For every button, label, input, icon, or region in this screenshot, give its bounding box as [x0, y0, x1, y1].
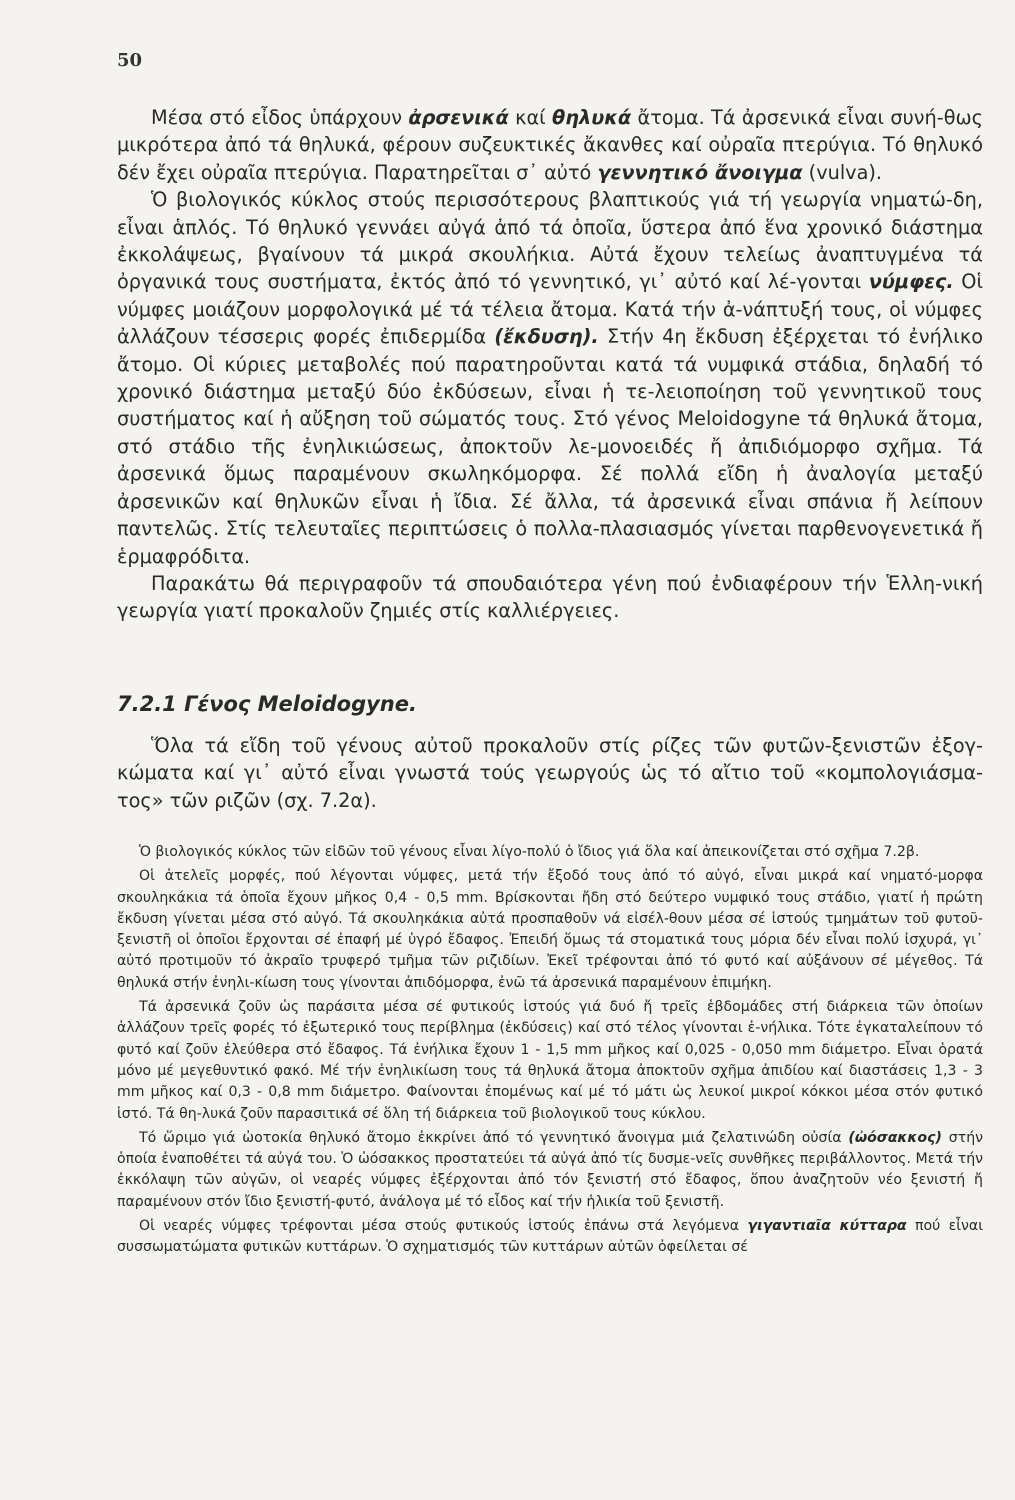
term-molting: (ἔκδυση). — [494, 325, 599, 349]
paragraph-males: Τά ἀρσενικά ζοῦν ὡς παράσιτα μέσα σέ φυτικούς ἱστούς γιά δυό ἤ τρεῖς ἑβδομάδες στή διάρκεια τῶν ὁποίων ἀλλάζουν τρεῖς φορές τό ἐξωτερικό τους περίβλημα (ἐκδύσεις) καί στό τέλος γίνονται ἐ-νήλικα. Τότε ἐγκαταλείπουν τό φυτό καί ζοῦν ἐλεύθερα στό ἔδαφος. Τά ἐνήλικα ἔχουν 1 - 1,5 mm μῆκος καί 0,025 - 0,050 mm διάμετρο. Εἶναι ὁρατά μόνο μέ μεγεθυντικό φακό. Μέ τήν ἐνηλικίωση τους τά θηλυκά ἄτομα ἀποκτοῦν σχῆμα ἀπιδίου καί διαστάσεις 1,3 - 3 mm μῆκος καί 0,3 - 0,8 mm διάμετρο. Φαίνονται ἐπομένως καί μέ τό μάτι ὡς λευκοί μικροί κόκκοι μέσα στόν φυτικό ἱστό. Τά θη-λυκά ζοῦν παρασιτικά σέ ὅλη τή διάρκεια τοῦ βιολογικοῦ τους κύκλου. — [117, 999, 983, 1122]
text: Ὁ βιολογικός κύκλος στούς περισσότερους βλαπτικούς γιά τή γεωργία νηματώ-δη, εἶναι ἁπλός. Τό θηλυκό γεννάει αὐγά ἀπό τά ὁποῖα, ὕστερα ἀπό ἕνα χρονικό διάστημα ἐκκολάψεως, βγαίνουν τά μικρά σκουλήκια. Αὐτά ἔχουν τελείως ἀναπτυγμένα τά ὀργανικά τους συστήματα, ἐκτός ἀπό τό γεννητικό, γι᾽ αὐτό καί λέ-γονται — [117, 188, 983, 294]
section-heading: 7.2.1 Γένος Meloidogyne. — [117, 692, 417, 716]
text: Οἱ νύμφες μοιάζουν μορφολογικά μέ τά τέλεια ἄτομα. Κατά τήν ἀ-νάπτυξή τους, οἱ νύμφες ἀλλάζουν τέσσερις φορές ἐπιδερμίδα — [117, 270, 983, 349]
text: Οἱ νεαρές νύμφες τρέφονται μέσα στούς φυτικούς ἱστούς ἐπάνω στά λεγόμενα — [139, 1218, 748, 1235]
paragraph-juveniles: Οἱ ἀτελεῖς μορφές, πού λέγονται νύμφες, μετά τήν ἔξοδό τους ἀπό τό αὐγό, εἶναι μικρά καί νηματό-μορφα σκουληκάκια τά ὁποῖα ἔχουν μῆκος 0,4 - 0,5 mm. Βρίσκονται ἤδη στό δεύτερο νυμφικό τους στάδιο, γιατί ἡ πρώτη ἔκδυση γίνεται μέσα στό αὐγό. Τά σκουληκάκια αὐτά προσπαθοῦν νά εἰσέλ-θουν μέσα σέ ἱστούς τμημάτων τοῦ φυτοῦ-ξενιστῆ οἱ ὁποῖοι ἔρχονται σέ ἐπαφή μέ ὑγρό ἔδαφος. Ἐπειδή ὅμως τά στοματικά τους μόρια δέν εἶναι πολύ ἰσχυρά, γι᾽ αὐτό προτιμοῦν τό ἀκραῖο τρυφερό τμῆμα τῶν ριζιδίων. Ἐκεῖ τρέφονται ἀπό τό φυτό καί αὐξάνουν σέ μέγεθος. Τά θηλυκά στήν ἐνηλι-κίωση τους γίνονται ἀπιδόμορφα, ἐνῶ τά ἀρσενικά παραμένουν ἐπιμήκη. — [117, 868, 983, 991]
paragraph-genera-intro: Παρακάτω θά περιγραφοῦν τά σπουδαιότερα γένη πού ἐνδιαφέρουν τήν Ἑλλη-νική γεωργία γιατί προκαλοῦν ζημιές στίς καλλιέργειες. — [117, 571, 983, 623]
text: (vulva). — [802, 160, 883, 184]
text: ἄτομα. Τά ἀρσενικά εἶναι συνή-θως μικρότερα ἀπό τά θηλυκά, φέρουν συζευκτικές ἄκανθες καί οὐραῖα πτερύγια. Τό θηλυκό δέν ἔχει οὐραῖα πτερύγια. Παρατηρεῖται σ᾽ αὐτό — [117, 106, 983, 184]
section-body — [117, 732, 983, 814]
paragraph-giant-cells — [117, 1216, 983, 1259]
page-number: 50 — [117, 50, 143, 71]
paragraph-egg-sac — [117, 1128, 983, 1213]
text: πού εἶναι συσσωματώματα φυτικῶν κυττάρων. Ὁ σχηματισμός τῶν κυττάρων αὐτῶν ὀφείλεται σέ — [117, 1218, 983, 1256]
text: Τό ὥριμο γιά ὠοτοκία θηλυκό ἄτομο ἐκκρίνει ἀπό τό γεννητικό ἄνοιγμα μιά ζελατινώδη οὐσία — [139, 1129, 849, 1146]
term-vulva: γεννητικό ἄνοιγμα — [597, 160, 803, 184]
text: Στήν 4η ἔκδυση ἐξέρχεται τό ἐνήλικο ἄτομο. Οἱ κύριες μεταβολές πού παρατηροῦνται κατά τά νυμφικά στάδια, δηλαδή τό χρονικό διάστημα μεταξύ δύο ἐκδύσεων, εἶναι ἡ τε-λειοποίηση τοῦ γεννητικοῦ τους συστήματος καί ἡ αὔξηση τοῦ σώματός τους. Στό γένος Meloidogyne τά θηλυκά ἄτομα, στό στάδιο τῆς ἐνηλικιώσεως, ἀποκτοῦν λε-μονοειδές ἤ ἀπιδιόμορφο σχῆμα. Τά ἀρσενικά ὅμως παραμένουν σκωληκόμορφα. Σέ πολλά εἴδη ἡ ἀναλογία μεταξύ ἀρσενικῶν καί θηλυκῶν εἶναι ἡ ἴδια. Σέ ἄλλα, τά ἀρσενικά εἶναι σπάνια ἤ λείπουν παντελῶς. Στίς τελευταῖες περιπτώσεις ὁ πολλα-πλασιασμός γίνεται παρθενογενετικά ἤ ἑρμαφρόδιτα. — [117, 325, 983, 568]
text: καί — [508, 106, 553, 129]
details-section — [117, 842, 983, 1259]
text: στήν ὁποία ἐναποθέτει τά αὐγά του. Ὁ ὠόσακκος προστατεύει τά αὐγά ἀπό τίς δυσμε-νεῖς συνθῆκες περιβάλλοντος. Μετά τήν ἐκκόλαψη τῶν αὐγῶν, οἱ νεαρές νύμφες ἐξέρχονται ἀπό τόν ξενιστή στό ἔδαφος, ὅπου ἀναζητοῦν νέο ξενιστή ἤ παραμένουν στόν ἴδιο ξενιστή-φυτό, ἀνάλογα μέ τό εἶδος καί τήν ἡλικία τοῦ ξενιστῆ. — [117, 1129, 983, 1210]
paragraph-cycle-figure: Ὁ βιολογικός κύκλος τῶν εἰδῶν τοῦ γένους εἶναι λίγο-πολύ ὁ ἴδιος γιά ὅλα καί ἀπεικονίζεται στό σχῆμα 7.2β. — [139, 844, 920, 860]
term-egg-sac: (ὠόσακκος) — [848, 1129, 942, 1146]
paragraph-root-galls: Ὅλα τά εἴδη τοῦ γένους αὐτοῦ προκαλοῦν στίς ρίζες τῶν φυτῶν-ξενιστῶν ἐξογ-κώματα καί γι᾽ αὐτό εἶναι γνωστά τούς γεωργούς ὡς τό αἴτιο τοῦ «κομπολογιάσμα-τος» τῶν ριζῶν (σχ. 7.2α). — [117, 734, 983, 812]
term-females: θηλυκά — [552, 106, 632, 129]
intro-section — [117, 104, 983, 625]
text: Μέσα στό εἶδος ὑπάρχουν — [151, 106, 409, 129]
term-nymphs: νύμφες. — [868, 270, 954, 294]
paragraph-sexes — [117, 104, 983, 186]
term-males: ἀρσενικά — [408, 106, 509, 129]
term-giant-cells: γιγαντιαῖα κύτταρα — [747, 1218, 907, 1235]
paragraph-life-cycle — [117, 186, 983, 570]
